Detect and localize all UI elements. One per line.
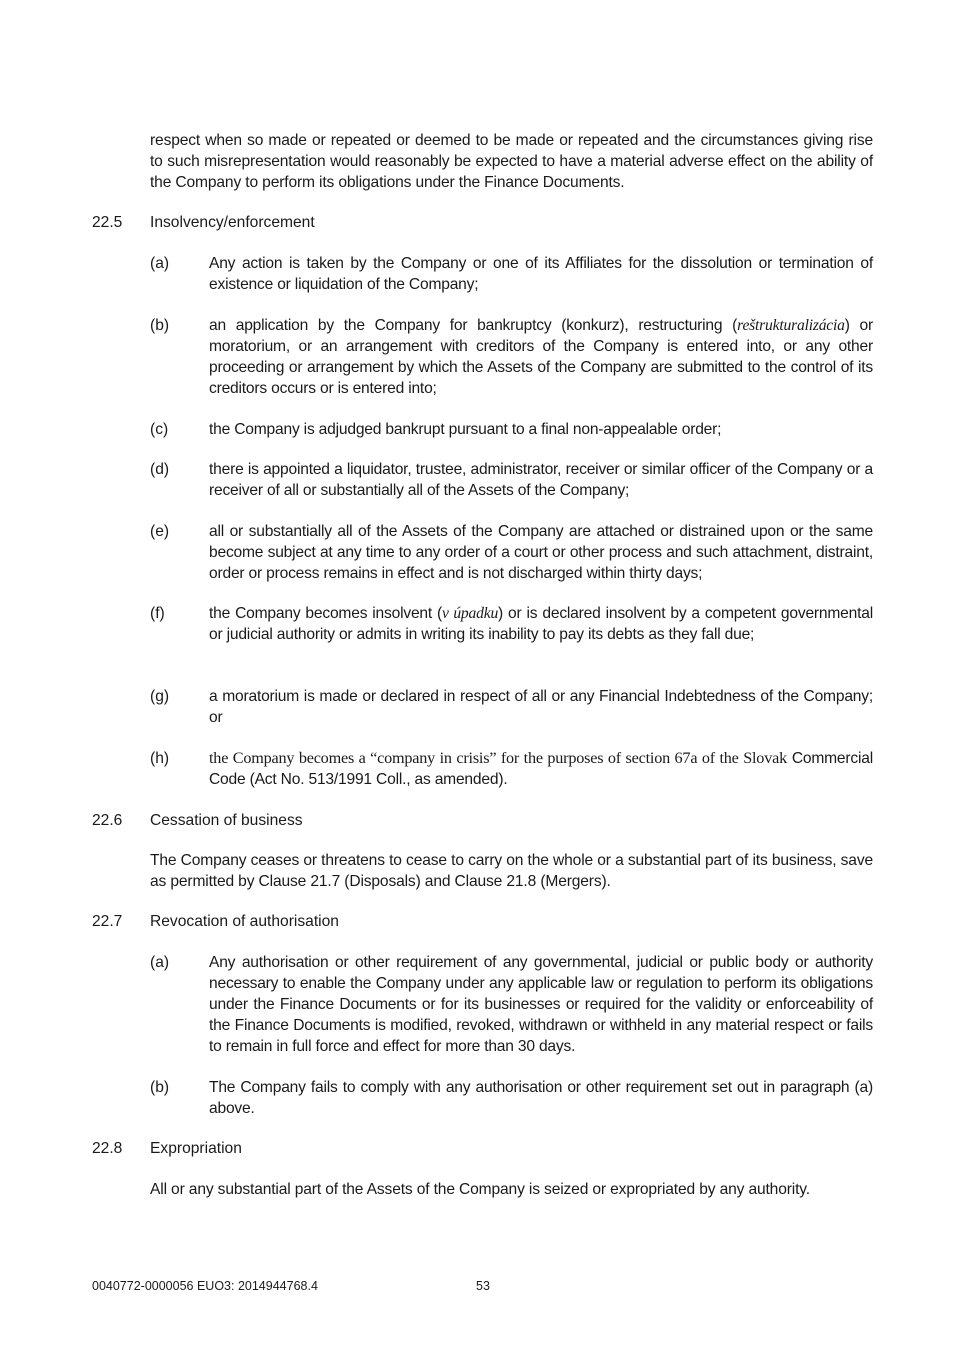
clause-label: (g) bbox=[150, 688, 170, 705]
section-number: 22.5 bbox=[92, 214, 123, 231]
footer-page-number: 53 bbox=[476, 1279, 490, 1293]
section-title: Cessation of business bbox=[150, 812, 303, 829]
clause-label: (a) bbox=[150, 255, 170, 272]
clause-italic-term: v úpadku bbox=[442, 605, 499, 622]
section-22-8-text: All or any substantial part of the Assets of the Company is seized or expropriated by any authority. bbox=[150, 1181, 810, 1198]
clause-label: (h) bbox=[150, 750, 170, 767]
clause-label: (e) bbox=[150, 523, 170, 540]
clause-text bbox=[209, 748, 873, 790]
section-number: 22.8 bbox=[92, 1140, 123, 1157]
clause-text bbox=[209, 603, 873, 645]
intro-paragraph: respect when so made or repeated or deemed to be made or repeated and the circumstances giving rise to such misrepresentation would reasonably be expected to have a material adverse effect on the ability of the Company to perform its obligations under the Finance Documents. bbox=[150, 132, 873, 191]
clause-text-part: ) or moratorium, or an arrangement with creditors of the Company is entered into, or any other proceeding or arrangement by which the Assets of the Company are submitted to the control of its creditors occurs or is entered into; bbox=[209, 317, 874, 397]
clause-label: (f) bbox=[150, 605, 165, 622]
clause-text-part: the Company becomes insolvent ( bbox=[209, 605, 443, 622]
clause-text: Any authorisation or other requirement of any governmental, judicial or public body or authority necessary to enable the Company under any applicable law or regulation to perform its obligations under the Finance Documents or for its businesses or required for the validity or enforceability of the Finance Documents is modified, revoked, withdrawn or withheld in any material respect or fails to remain in full force and effect for more than 30 days. bbox=[209, 954, 873, 1055]
clause-text: the Company is adjudged bankrupt pursuant to a final non-appealable order; bbox=[209, 421, 722, 438]
clause-text-part: the Company becomes a “company in crisis” for the purposes of section 67a of the Slovak bbox=[209, 749, 787, 767]
section-title: Revocation of authorisation bbox=[150, 913, 339, 930]
clause-text: all or substantially all of the Assets of the Company are attached or distrained upon or the same become subject at any time to any order of a court or other process and such attachment, distraint, order or process remains in effect and is not discharged within thirty days; bbox=[209, 523, 873, 582]
clause-text-part: Commercial Code (Act No. 513/1991 Coll., as amended). bbox=[209, 750, 873, 788]
section-22-6-text: The Company ceases or threatens to cease to carry on the whole or a substantial part of its business, save as permitted by Clause 21.7 (Disposals) and Clause 21.8 (Mergers). bbox=[150, 852, 873, 890]
section-number: 22.7 bbox=[92, 913, 123, 930]
clause-text bbox=[209, 315, 873, 399]
clause-label: (b) bbox=[150, 317, 170, 334]
clause-label: (b) bbox=[150, 1079, 170, 1096]
clause-text-part: ) or is declared insolvent by a competent governmental or judicial authority or admits in writing its inability to pay its debts as they fall due; bbox=[209, 605, 873, 643]
section-number: 22.6 bbox=[92, 812, 123, 829]
clause-text: The Company fails to comply with any authorisation or other requirement set out in paragraph (a) above. bbox=[209, 1079, 873, 1117]
footer-document-reference: 0040772-0000056 EUO3: 2014944768.4 bbox=[92, 1279, 318, 1293]
clause-text: a moratorium is made or declared in respect of all or any Financial Indebtedness of the Company; or bbox=[209, 688, 873, 726]
clause-text: there is appointed a liquidator, trustee, administrator, receiver or similar officer of the Company or a receiver of all or substantially all of the Assets of the Company; bbox=[209, 461, 873, 499]
clause-label: (c) bbox=[150, 421, 169, 438]
clause-label: (a) bbox=[150, 954, 170, 971]
section-title: Insolvency/enforcement bbox=[150, 214, 315, 231]
clause-italic-term: reštrukturalizácia bbox=[737, 317, 845, 334]
clause-label: (d) bbox=[150, 461, 170, 478]
clause-text-part: an application by the Company for bankruptcy (konkurz), restructuring ( bbox=[209, 317, 738, 334]
clause-text: Any action is taken by the Company or one of its Affiliates for the dissolution or termination of existence or liquidation of the Company; bbox=[209, 255, 873, 293]
section-title: Expropriation bbox=[150, 1140, 242, 1157]
